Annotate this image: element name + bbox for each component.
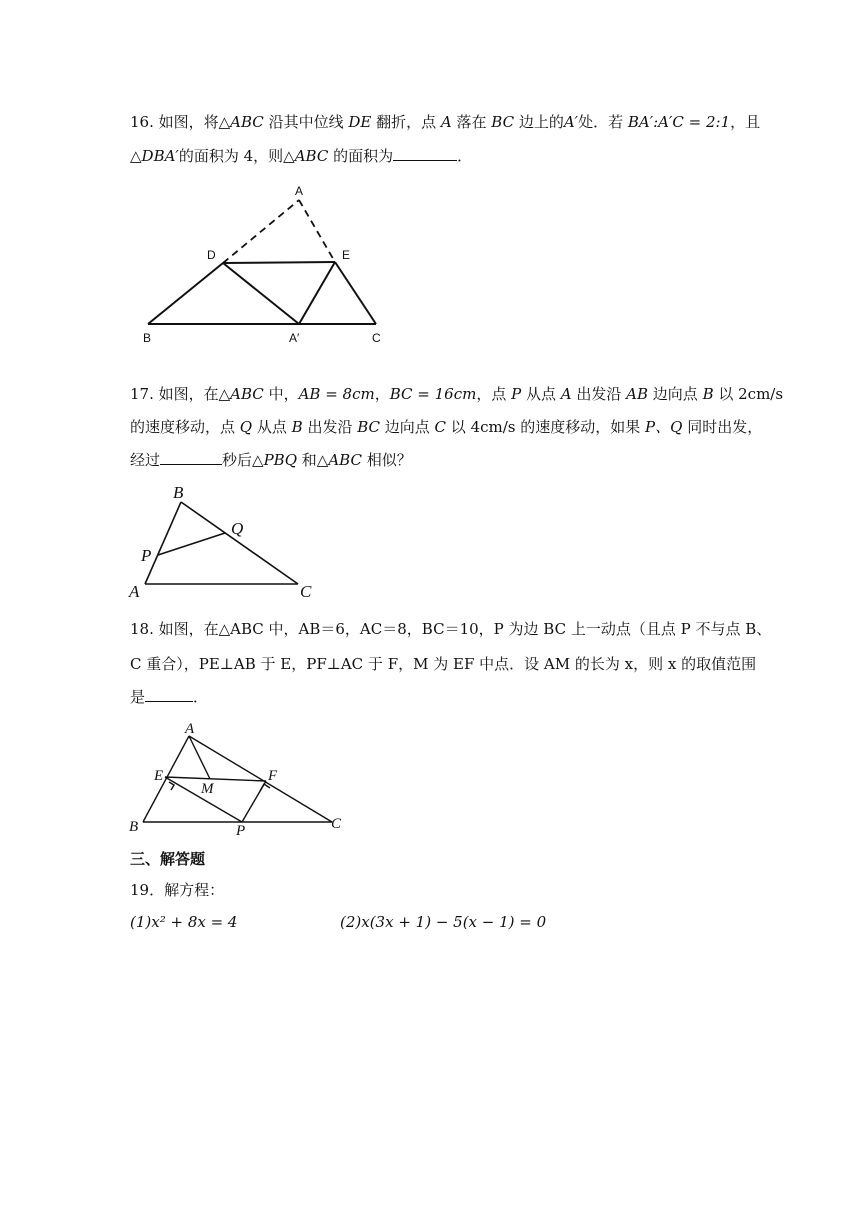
q16-text: 翻折，点 [371,113,441,131]
math-pbq: PBQ [263,451,297,469]
q17-text: 中， [263,385,299,403]
q16-text: 沿其中位线 [263,113,349,131]
label-p: P [236,823,246,839]
triangle-symbol: △ [218,113,231,131]
answer-blank[interactable] [160,450,222,465]
q17-text: 17. 如图，在 [130,385,219,403]
q16-line-2 [130,146,472,166]
q16-text: 边上的 [514,113,564,131]
label-b: B [129,819,139,835]
q17-text: 边向点 [648,385,703,403]
q16-triangle-diagram [135,182,395,350]
q16-text: ． [457,147,473,165]
q17-line-3 [130,450,412,470]
q17-text: 经过 [130,451,161,469]
q16-text: 的面积为 4，则 [178,147,284,165]
q17-text: ， [374,385,390,403]
q17-text: 边向点 [380,418,435,436]
q16-text: 落在 [451,113,492,131]
q19-equation-2: (2)x(3x + 1) − 5(x − 1) = 0 [340,913,547,931]
answer-blank[interactable] [393,146,457,161]
math-q: Q [239,418,253,436]
label-b: B [173,483,184,502]
triangle-symbol: △ [283,147,295,165]
math-abc: ABC [328,451,362,469]
triangle-symbol: △ [252,451,264,469]
section-heading: 三、解答题 [130,850,206,868]
label-c: C [300,582,312,601]
label-p: P [141,546,152,565]
label-a: A [295,184,304,198]
q16-text: 的面积为 [328,147,394,165]
q18-text: ． [193,688,209,706]
math-dba: DBA′ [141,147,179,165]
label-d: D [207,248,216,262]
math-bc-length: BC = 16cm [389,385,477,403]
q17-figure [125,480,325,606]
q17-text: 的速度移动，点 [130,418,240,436]
q18-line-3 [130,687,208,707]
math-a: A [440,113,452,131]
label-m: M [201,781,214,797]
q16-figure [135,182,395,354]
math-de: DE [348,113,372,131]
math-ab-length: AB = 8cm [298,385,375,403]
math-abc: ABC [294,147,329,165]
q16-text: 处．若 [578,113,628,131]
math-p: P [511,385,522,403]
label-a: A [185,721,195,737]
math-abc: ABC [230,385,264,403]
math-bc: BC [491,113,515,131]
label-f: F [268,768,278,784]
q17-text: 以 4cm/s 的速度移动，如果 [446,418,646,436]
label-aprime: A′ [289,331,300,345]
math-c: C [434,418,447,436]
q17-text: 以 2cm/s [713,385,784,403]
q17-text: 相似？ [361,451,412,469]
label-a: A [129,582,140,601]
q16-text: 16. 如图，将 [130,113,219,131]
label-c: C [331,816,342,832]
q17-text: 同时出发， [682,418,763,436]
label-e: E [154,768,164,784]
label-e: E [342,248,351,262]
q17-text: 从点 [521,385,561,403]
q17-line-1 [130,384,783,404]
q17-text: 出发沿 [571,385,627,403]
q17-text: 从点 [252,418,292,436]
q18-text: 是 [130,688,146,706]
q17-text: 和 [297,451,317,469]
q19-equation-1: (1)x² + 8x = 4 [130,913,238,931]
math-a: A [560,385,572,403]
q18-triangle-diagram [126,718,356,840]
label-b: B [143,331,152,345]
math-bc: BC [357,418,380,436]
math-ab: AB [626,385,649,403]
label-q: Q [231,519,244,538]
q18-figure [126,718,356,844]
math-b: B [291,418,303,436]
answer-blank[interactable] [145,687,193,702]
q18-line-2: C 重合），PE⊥AB 于 E，PF⊥AC 于 F，M 为 EF 中点．设 AM 的长为 x，则 x 的取值范围 [130,655,757,673]
q16-line-1 [130,112,760,132]
q19-intro: 19．解方程： [130,881,225,899]
q18-line-1: 18. 如图，在△ABC 中，AB＝6，AC＝8，BC＝10，P 为边 BC 上一动点（且点 P 不与点 B、 [130,620,772,638]
math-aprime: A′ [563,113,579,131]
math-ratio: BA′:A′C = 2:1 [627,113,731,131]
triangle-symbol: △ [316,451,329,469]
q16-text: ，且 [730,113,761,131]
q17-triangle-diagram [125,480,325,602]
math-abc: ABC [230,113,264,131]
triangle-symbol: △ [218,385,231,403]
math-b: B [702,385,714,403]
q17-text: ，点 [476,385,512,403]
math-pq: P、Q [645,418,683,436]
label-c: C [372,331,381,345]
q17-text: 出发沿 [302,418,358,436]
q17-text: 秒后 [222,451,253,469]
q17-line-2 [130,417,762,437]
triangle-symbol: △ [130,147,142,165]
